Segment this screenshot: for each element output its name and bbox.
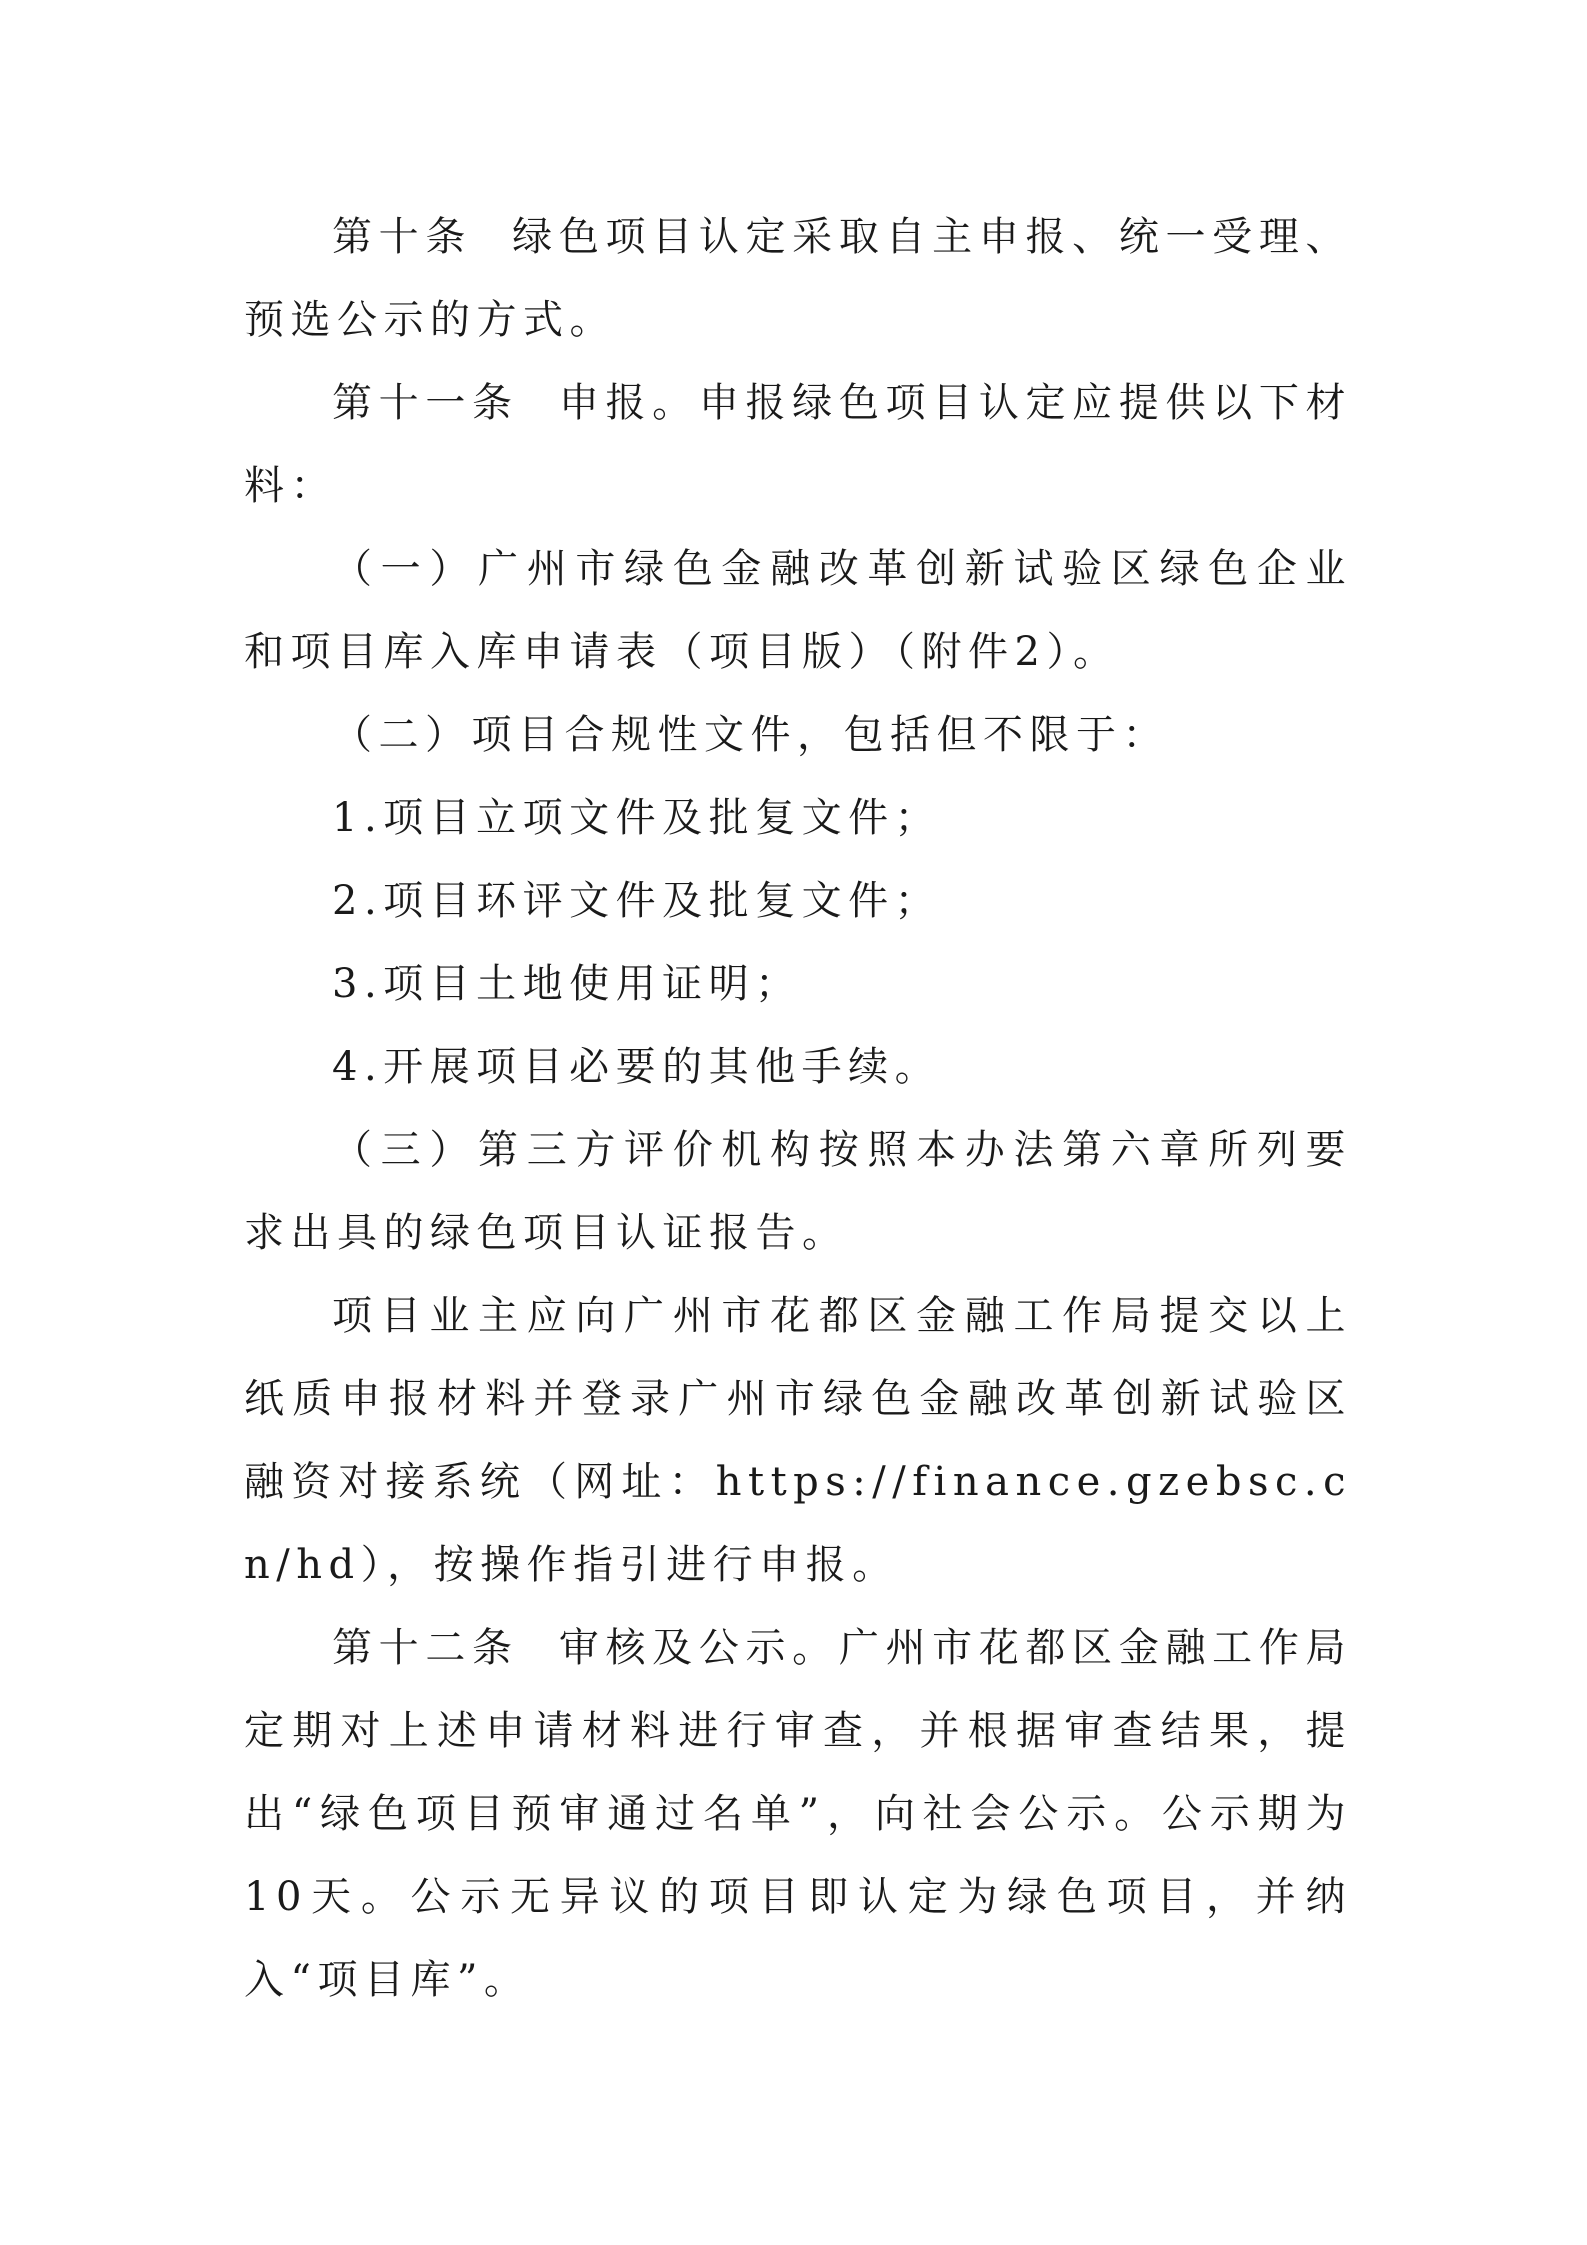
- paragraph-text: 项目业主应向广州市花都区金融工作局提交以上纸质申报材料并登录广州市绿色金融改革创新试验区融资对接系统（网址：https://finance.gzebsc.cn/hd），按操作指引进行申报。: [244, 1293, 1352, 1588]
- paragraph-text: 1.项目立项文件及批复文件；: [332, 795, 942, 841]
- paragraph-submission: [244, 1275, 1352, 1607]
- paragraph-text: （二）项目合规性文件，包括但不限于：: [332, 712, 1169, 758]
- paragraph-item-3: [244, 1109, 1352, 1275]
- paragraph-text: 审核及公示。广州市花都区金融工作局定期对上述申请材料进行审查，并根据审查结果，提出“绿色项目预审通过名单”，向社会公示。公示期为10天。公示无异议的项目即认定为绿色项目，并纳入“项目库”。: [244, 1625, 1353, 2003]
- paragraph-article-11: [244, 362, 1352, 528]
- document-body: [244, 196, 1352, 2022]
- paragraph-text: （一）广州市绿色金融改革创新试验区绿色企业和项目库入库申请表（项目版）（附件2）。: [244, 546, 1352, 675]
- paragraph-text: 4.开展项目必要的其他手续。: [332, 1044, 942, 1090]
- paragraph-item-2: [244, 694, 1352, 777]
- paragraph-subitem-1: [244, 777, 1352, 860]
- paragraph-subitem-3: [244, 943, 1352, 1026]
- paragraph-subitem-4: [244, 1026, 1352, 1109]
- paragraph-article-12: [244, 1607, 1352, 2022]
- paragraph-subitem-2: [244, 860, 1352, 943]
- paragraph-text: 绿色项目认定采取自主申报、统一受理、预选公示的方式。: [244, 214, 1352, 343]
- paragraph-text: 3.项目土地使用证明；: [332, 961, 802, 1007]
- article-heading: 第十一条: [332, 380, 519, 426]
- article-heading: 第十条: [332, 214, 472, 260]
- paragraph-item-1: [244, 528, 1352, 694]
- paragraph-text: 申报。申报绿色项目认定应提供以下材料：: [244, 380, 1353, 509]
- article-heading: 第十二条: [332, 1625, 519, 1671]
- paragraph-text: 2.项目环评文件及批复文件；: [332, 878, 942, 924]
- paragraph-text: （三）第三方评价机构按照本办法第六章所列要求出具的绿色项目认证报告。: [244, 1127, 1352, 1256]
- paragraph-article-10: [244, 196, 1352, 362]
